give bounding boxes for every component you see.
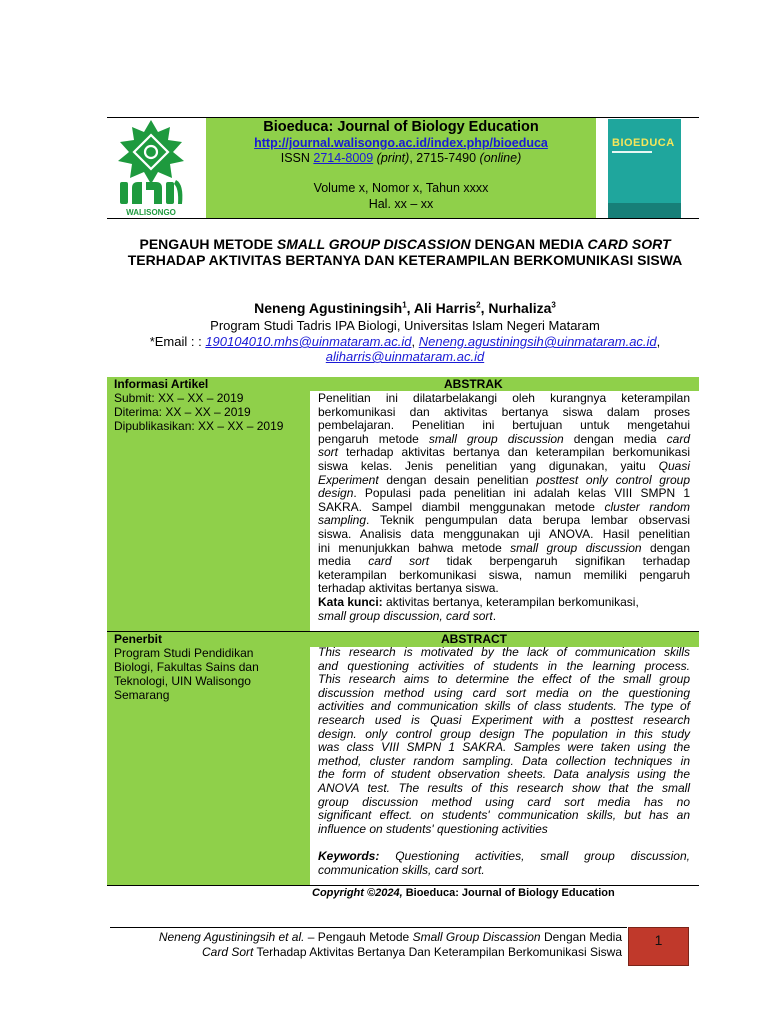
- journal-name: Bioeduca: Journal of Biology Education: [263, 119, 539, 135]
- pages-info: Hal. xx – xx: [368, 197, 434, 211]
- journal-cover-image: [608, 119, 681, 218]
- abstract-body: This research is motivated by the lack of communication skills and questioning activities of students in the learning process. This research aims to determine the effect of the small group discussion method using card sort media on the questioning activities and communication skills of class students. The type of research used is Quasi Experiment with a posttest research design. only control group design The population in this study was class VIII SMPN 1 SAKRA. Samples were taken using the method, cluster random sampling. Data collection techniques in the form of student observation sheets. Data analysis using the ANOVA test. The results of this research show that the small group discussion method using card sort media has no significant effect. on students' communication skills, but has an influence on students' questioning activities Keywords: Questioning activities, small group discussion, communication skills, card sort.: [318, 645, 690, 877]
- journal-url-link[interactable]: http://journal.walisongo.ac.id/index.php/bioeduca: [254, 136, 548, 150]
- email-link-1[interactable]: 190104010.mhs@uinmataram.ac.id: [205, 334, 412, 349]
- author-list: Neneng Agustiningsih$^1$, Ali Harris$^2$, Nurhaliza$^3$: [254, 300, 556, 316]
- email-link-2[interactable]: Neneng.agustiningsih@uinmataram.ac.id: [418, 334, 657, 349]
- volume-info: Volume x, Nomor x, Tahun xxxx: [313, 181, 489, 195]
- abstract-heading: ABSTRACT: [441, 632, 507, 646]
- info-submit: Submit: XX – XX – 2019: [114, 391, 244, 405]
- info-published: Dipublikasikan: XX – XX – 2019: [114, 419, 284, 433]
- info-accepted: Diterima: XX – XX – 2019: [114, 405, 251, 419]
- abstrak-heading: ABSTRAK: [444, 377, 503, 391]
- footer-rule: [110, 927, 627, 928]
- publisher-line-4: Semarang: [114, 688, 170, 702]
- abstract-keywords: Keywords: Questioning activities, small group discussion,: [318, 848, 690, 863]
- publisher-line-1: Program Studi Pendidikan: [114, 646, 254, 660]
- cover-title: BIOEDUCA: [612, 137, 675, 149]
- logo-caption: WALISONGO: [126, 208, 176, 217]
- table-bottom-rule: [107, 885, 699, 886]
- abstrak-body: Penelitian ini dilatarbelakangi oleh kurangnya keterampilan berkomunikasi dan aktivitas bertanya siswa dalam proses pembelajaran. Penelitian ini bertujuan untuk mengetahui pengaruh metode small group discussion dengan media card sort terhadap aktivitas bertanya dan keterampilan berkomunikasi siswa kelas. Jenis penelitian yang digunakan, yaitu Quasi Experiment dengan desain penelitian posttest only control group design. Populasi pada penelitian ini adalah kelas VIII SMPN 1 SAKRA. Sampel diambil menggunakan metode cluster random sampling. Teknik pengumpulan data berupa lembar observasi siswa. Analisis data menggunakan uji ANOVA. Hasil penelitian ini menunjukkan bahwa metode small group discussion dengan media card sort tidak berpengaruh signifikan terhadap keterampilan berkomunikasi siswa, namun memiliki pengaruh terhadap aktivitas bertanya siswa. Kata kunci: aktivitas bertanya, keterampilan berkomunikasi, small group discussion, card sort.: [318, 391, 691, 623]
- info-heading: Informasi Artikel: [114, 377, 209, 391]
- article-title: PENGAUH METODE SMALL GROUP DISCASSION DENGAN MEDIA CARD SORT TERHADAP AKTIVITAS BERTANYA DAN KETERAMPILAN BERKOMUNIKASI SISWA: [127, 236, 683, 268]
- issn-print-link[interactable]: 2714-8009: [313, 151, 374, 165]
- journal-header-box: [206, 118, 596, 218]
- publisher-line-3: Teknologi, UIN Walisongo: [114, 674, 251, 688]
- affiliation: Program Studi Tadris IPA Biologi, Universitas Islam Negeri Mataram: [210, 318, 600, 333]
- publisher-heading: Penerbit: [114, 632, 163, 646]
- page-number-box: [628, 927, 689, 966]
- abstrak-keywords: Kata kunci: aktivitas bertanya, keterampilan berkomunikasi,: [318, 594, 639, 609]
- email-line: *Email : : 190104010.mhs@uinmataram.ac.id, Neneng.agustiningsih@uinmataram.ac.id, aliharris@uinmataram.ac.id: [149, 334, 661, 364]
- walisongo-logo: [112, 118, 190, 218]
- publisher-line-2: Biologi, Fakultas Sains dan: [114, 660, 259, 674]
- issn-line: ISSN 2714-8009 (print), 2715-7490 (online): [280, 151, 522, 165]
- running-footer: Neneng Agustiningsih et al. – Pengauh Metode Small Group Discassion Dengan Media Card Sort Terhadap Aktivitas Bertanya Dan Keterampilan Berkomunikasi Siswa: [158, 930, 622, 959]
- copyright-notice: Copyright ©2024, Bioeduca: Journal of Biology Education: [312, 887, 615, 899]
- email-link-3[interactable]: aliharris@uinmataram.ac.id: [325, 349, 485, 364]
- page-number: 1: [654, 932, 663, 948]
- header-bottom-rule: [107, 218, 699, 219]
